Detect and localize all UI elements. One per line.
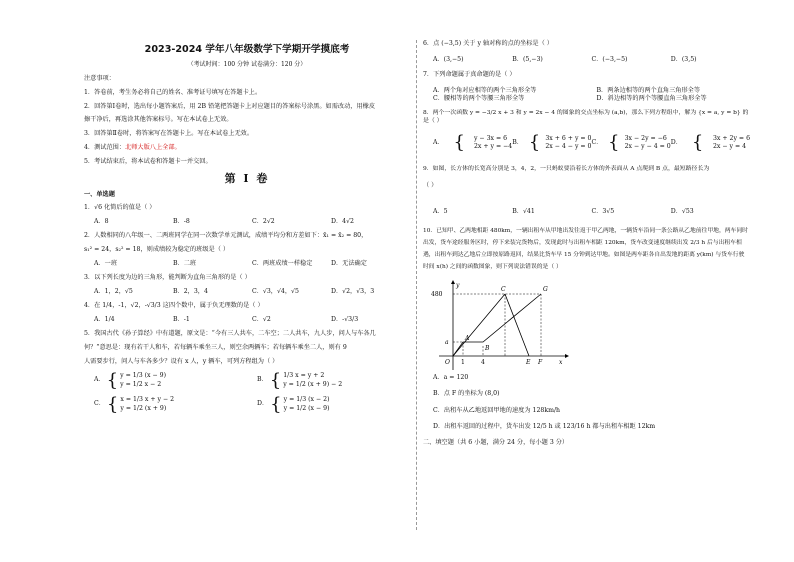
q8-a-eq2: 2x + y = −4 xyxy=(473,142,513,150)
q3-options xyxy=(94,288,410,296)
q5-option-b xyxy=(257,369,410,391)
q8-d-eq1: 3x + 2y = 6 xyxy=(712,134,751,142)
q5-c-eq1: x = 1/3 x + y − 2 xyxy=(120,396,175,404)
section-fill-blank: 二、填空题（共 6 小题，满分 24 分，每小题 3 分） xyxy=(423,439,569,447)
q6-option-d: D．(3,5) xyxy=(670,56,697,64)
brace-icon: { xyxy=(608,131,620,153)
graph-label-a-value: a xyxy=(445,338,449,346)
q6-option-a: A．(3,−5) xyxy=(433,56,464,64)
q5-a-eq1: y = 1/3 (x − 9) xyxy=(120,372,167,380)
volume-title: 第 I 卷 xyxy=(224,171,270,185)
note-3: 3．回答第Ⅱ卷时，将答案写在答题卡上。写在本试卷上无效。 xyxy=(84,130,254,138)
q8-b-eq2: 2x − 4 − y = 0 xyxy=(545,142,592,150)
column-divider xyxy=(416,40,417,530)
q6-option-b: B．(5,−3) xyxy=(512,56,543,64)
q5-stem-3: 人需要步行，问人与车各多少？设有 x 人，y 辆车，可列方程组为（ ） xyxy=(84,357,279,365)
q5-option-d-label: D． xyxy=(257,400,269,408)
brace-icon: { xyxy=(691,131,704,153)
q1-option-a: A．8 xyxy=(94,217,109,225)
right-column xyxy=(423,40,750,453)
note-2-cont: 擦干净后，再选涂其他答案标号。写在本试卷上无效。 xyxy=(84,116,233,124)
q1-option-b: B．-8 xyxy=(173,217,190,225)
note-4-prefix: 4．测试范围： xyxy=(84,143,126,151)
brace-icon: { xyxy=(269,369,282,391)
note-1: 1．答卷前，考生务必将自己的姓名、准考证号填写在答题卡上。 xyxy=(84,88,262,96)
q8-c-eq2: 2x − y − 4 = 0 xyxy=(624,142,671,150)
q3-option-a: A．1，2，√5 xyxy=(94,287,133,295)
q10-stem: 10．已知甲、乙两地相距 480km，一辆出租车从甲地出发往返于甲乙两地，一辆货车沿同一条公路从乙地前往甲地，两车同时出发，货车途经服务区时，停下来装完货物后，发现此时与出租车相距 120km，货车改变速度继续出发 2/3 h 后与出租车相遇，出租车到达乙地后立即按原路返回，结果比货车早 15 分钟到达甲地。如图是两车距各自出发地的距离 y(km) 与货车行驶时间 x(h) 之间的函数图象，则下列说法错误的是（ ） xyxy=(423,228,748,271)
exam-title: 2023-2024 学年八年级数学下学期开学摸底考 xyxy=(144,44,350,55)
q9-options xyxy=(433,208,750,216)
q5-option-b-label: B． xyxy=(257,376,268,384)
graph-label-a-point: A xyxy=(465,334,470,342)
q4-option-b: B．-1 xyxy=(173,315,190,323)
q5-d-eq1: y = 1/3 (x − 2) xyxy=(283,396,330,404)
q8-option-c-label: C． xyxy=(591,138,603,146)
q2-options xyxy=(94,260,410,268)
q1-stem: 1．√6 化简后的值是（ ） xyxy=(84,204,156,212)
q5-option-a xyxy=(94,369,247,391)
q8-option-d-label: D． xyxy=(670,138,682,146)
q1-options xyxy=(94,218,410,226)
q5-stem-1: 5．我国古代《孙子算经》中有道题，原文是：“今有三人共车，二车空；二人共车，九人步，问人与车各几 xyxy=(84,330,376,338)
q5-options xyxy=(94,369,410,420)
x-axis-arrow-icon xyxy=(565,354,569,358)
q7-option-c: C．腰相等的两个等腰三角形全等 xyxy=(433,95,525,103)
left-column xyxy=(84,34,410,426)
graph-label-y: y xyxy=(456,281,460,289)
q5-a-eq2: y = 1/2 x − 2 xyxy=(120,380,162,388)
q2-option-a: A．一班 xyxy=(94,259,118,267)
brace-icon: { xyxy=(270,393,282,415)
graph-label-o: O xyxy=(445,358,450,366)
q10-option-c: C．出租车从乙地返回甲地的速度为 128km/h xyxy=(433,406,561,414)
q5-stem-2: 何？”意思是：现有若干人和车，若每辆车乘坐三人，则空余两辆车；若每辆车乘坐二人，则有 9 xyxy=(84,344,347,352)
q10-option-a: A．a = 120 xyxy=(433,373,469,381)
q7-option-a: A．两个角对应相等的两个三角形全等 xyxy=(433,87,537,95)
q8-a-eq1: y − 3x = 6 xyxy=(473,134,508,142)
note-4-range: 北师大版八上全部。 xyxy=(125,143,181,151)
graph-label-1: 1 xyxy=(461,358,465,366)
q7-option-d: D．斜边相等的两个等腰直角三角形全等 xyxy=(596,95,707,103)
q8-c-eq1: 3x − 2y = −6 xyxy=(624,134,667,142)
q8-b-eq1: 3x + 6 + y = 0 xyxy=(545,134,592,142)
q8-option-a-label: A． xyxy=(433,138,444,146)
q6-option-c: C．(−3,−5) xyxy=(591,56,628,64)
graph-label-4: 4 xyxy=(481,358,485,366)
q2-option-b: B．二班 xyxy=(173,259,197,267)
q10-function-graph xyxy=(429,280,569,372)
q5-option-c xyxy=(94,393,247,415)
q3-option-c: C．√3，√4，√5 xyxy=(252,287,299,295)
q8-option-b-label: B． xyxy=(512,138,523,146)
q8-option-d xyxy=(670,131,751,153)
notes-heading: 注意事项： xyxy=(84,75,115,83)
q5-option-a-label: A． xyxy=(94,376,105,384)
q3-option-b: B．2，3，4 xyxy=(173,287,208,295)
q4-option-a: A．1/4 xyxy=(94,315,115,323)
q7-option-b: B．两条边相等的两个直角三角形全等 xyxy=(596,87,701,95)
q10-option-d: D．出租车返回的过程中，货车出发 12/5 h 或 123/16 h 都与出租车相距 12km xyxy=(433,423,656,430)
line-oc xyxy=(453,294,505,356)
q8-option-a xyxy=(433,131,513,153)
y-axis-arrow-icon xyxy=(451,280,455,284)
q4-option-c: C．√2 xyxy=(252,315,271,323)
q4-stem: 4．在 1/4，-1，√2，-√3/3 这四个数中，属于负无理数的是（ ） xyxy=(84,302,264,310)
q7-stem: 7．下列命题属于真命题的是（ ） xyxy=(423,70,516,78)
q5-d-eq2: y = 1/2 (x − 9) xyxy=(283,404,330,412)
brace-icon: { xyxy=(528,131,541,153)
q3-stem: 3．以下列长度为边的三角形，能判断为直角三角形的是（ ） xyxy=(84,274,251,282)
q10-option-b: B．点 F 的坐标为 (8,0) xyxy=(433,390,500,398)
q2-option-d: D．无法确定 xyxy=(331,259,367,267)
q5-b-eq2: y = 1/2 (x + 9) − 2 xyxy=(283,380,343,388)
note-2: 2．回答第Ⅰ卷时，选出每小题答案后，用 2B 铅笔把答题卡上对应题目的答案标号涂黑。如需改动，用橡皮 xyxy=(84,102,376,110)
brace-icon: { xyxy=(106,393,119,415)
q8-stem: 8．两个一次函数 y = −3/2 x + 3 和 y = 2x − 4 的图象的交点坐标为 (a,b)，那么下列方程组中，解为 {x = a, y = b} 的是（ ） xyxy=(423,109,749,124)
graph-label-c: C xyxy=(501,285,506,293)
q5-c-eq2: y = 1/2 (x + 9) xyxy=(120,404,167,412)
q2-option-c: C．两班成绩一样稳定 xyxy=(252,259,313,267)
q9-option-d: D．√53 xyxy=(670,208,694,216)
q8-option-c xyxy=(591,131,671,153)
q8-options xyxy=(433,131,751,158)
q9-option-c: C．3√5 xyxy=(591,208,615,216)
note-5: 5．考试结束后，将本试卷和答题卡一并交回。 xyxy=(84,157,212,165)
q5-option-c-label: C． xyxy=(94,400,105,408)
q6-options xyxy=(433,56,750,64)
q5-option-d xyxy=(257,393,410,415)
q9-option-b: B．√41 xyxy=(512,208,535,216)
q8-option-b xyxy=(512,131,592,153)
exam-subtitle: （考试时间：100 分钟 试卷满分：120 分） xyxy=(187,60,307,68)
graph-label-b: B xyxy=(485,344,490,352)
q9-option-a: A．5 xyxy=(433,208,448,216)
brace-icon: { xyxy=(453,131,465,153)
graph-label-480: 480 xyxy=(431,290,443,298)
graph-label-g: G xyxy=(543,285,548,293)
q6-stem: 6．点 (−3,5) 关于 y 轴对称的点的坐标是（ ） xyxy=(423,40,553,47)
q5-b-eq1: 1/3 x = y + 2 xyxy=(283,372,325,380)
graph-label-e: E xyxy=(526,358,531,366)
q1-option-c: C．2√2 xyxy=(252,217,275,225)
q7-options xyxy=(433,87,750,104)
q4-options xyxy=(94,316,410,324)
q1-option-d: D．4√2 xyxy=(331,217,354,225)
note-4 xyxy=(84,144,410,152)
q8-d-eq2: 2x − y = 4 xyxy=(712,142,747,150)
graph-label-x: x xyxy=(559,358,563,366)
q3-option-d: D．√2，√3，3 xyxy=(331,287,375,295)
line-ce xyxy=(505,294,529,356)
section-single-choice: 一、单选题 xyxy=(84,190,115,198)
q9-stem-2: （ ） xyxy=(423,181,438,189)
q2-stem-2: s₁² = 24，s₂² = 18，则成绩较为稳定的班级是（ ） xyxy=(84,245,230,253)
q9-stem-1: 9．如图，长方体的长宽高分别是 3，4，2，一只蚂蚁要沿着长方体的外表面从 A 点爬到 B 点，最短路径长为 xyxy=(423,165,710,172)
q2-stem-1: 2．人数相同的八年级一、二两班同学在同一次数学单元测试，成绩平均分和方差如下：x̄₁ = x̄₂ = 80， xyxy=(84,232,368,240)
q4-option-d: D．-√3/3 xyxy=(331,315,359,323)
brace-icon: { xyxy=(106,369,119,391)
graph-label-f: F xyxy=(538,358,543,366)
